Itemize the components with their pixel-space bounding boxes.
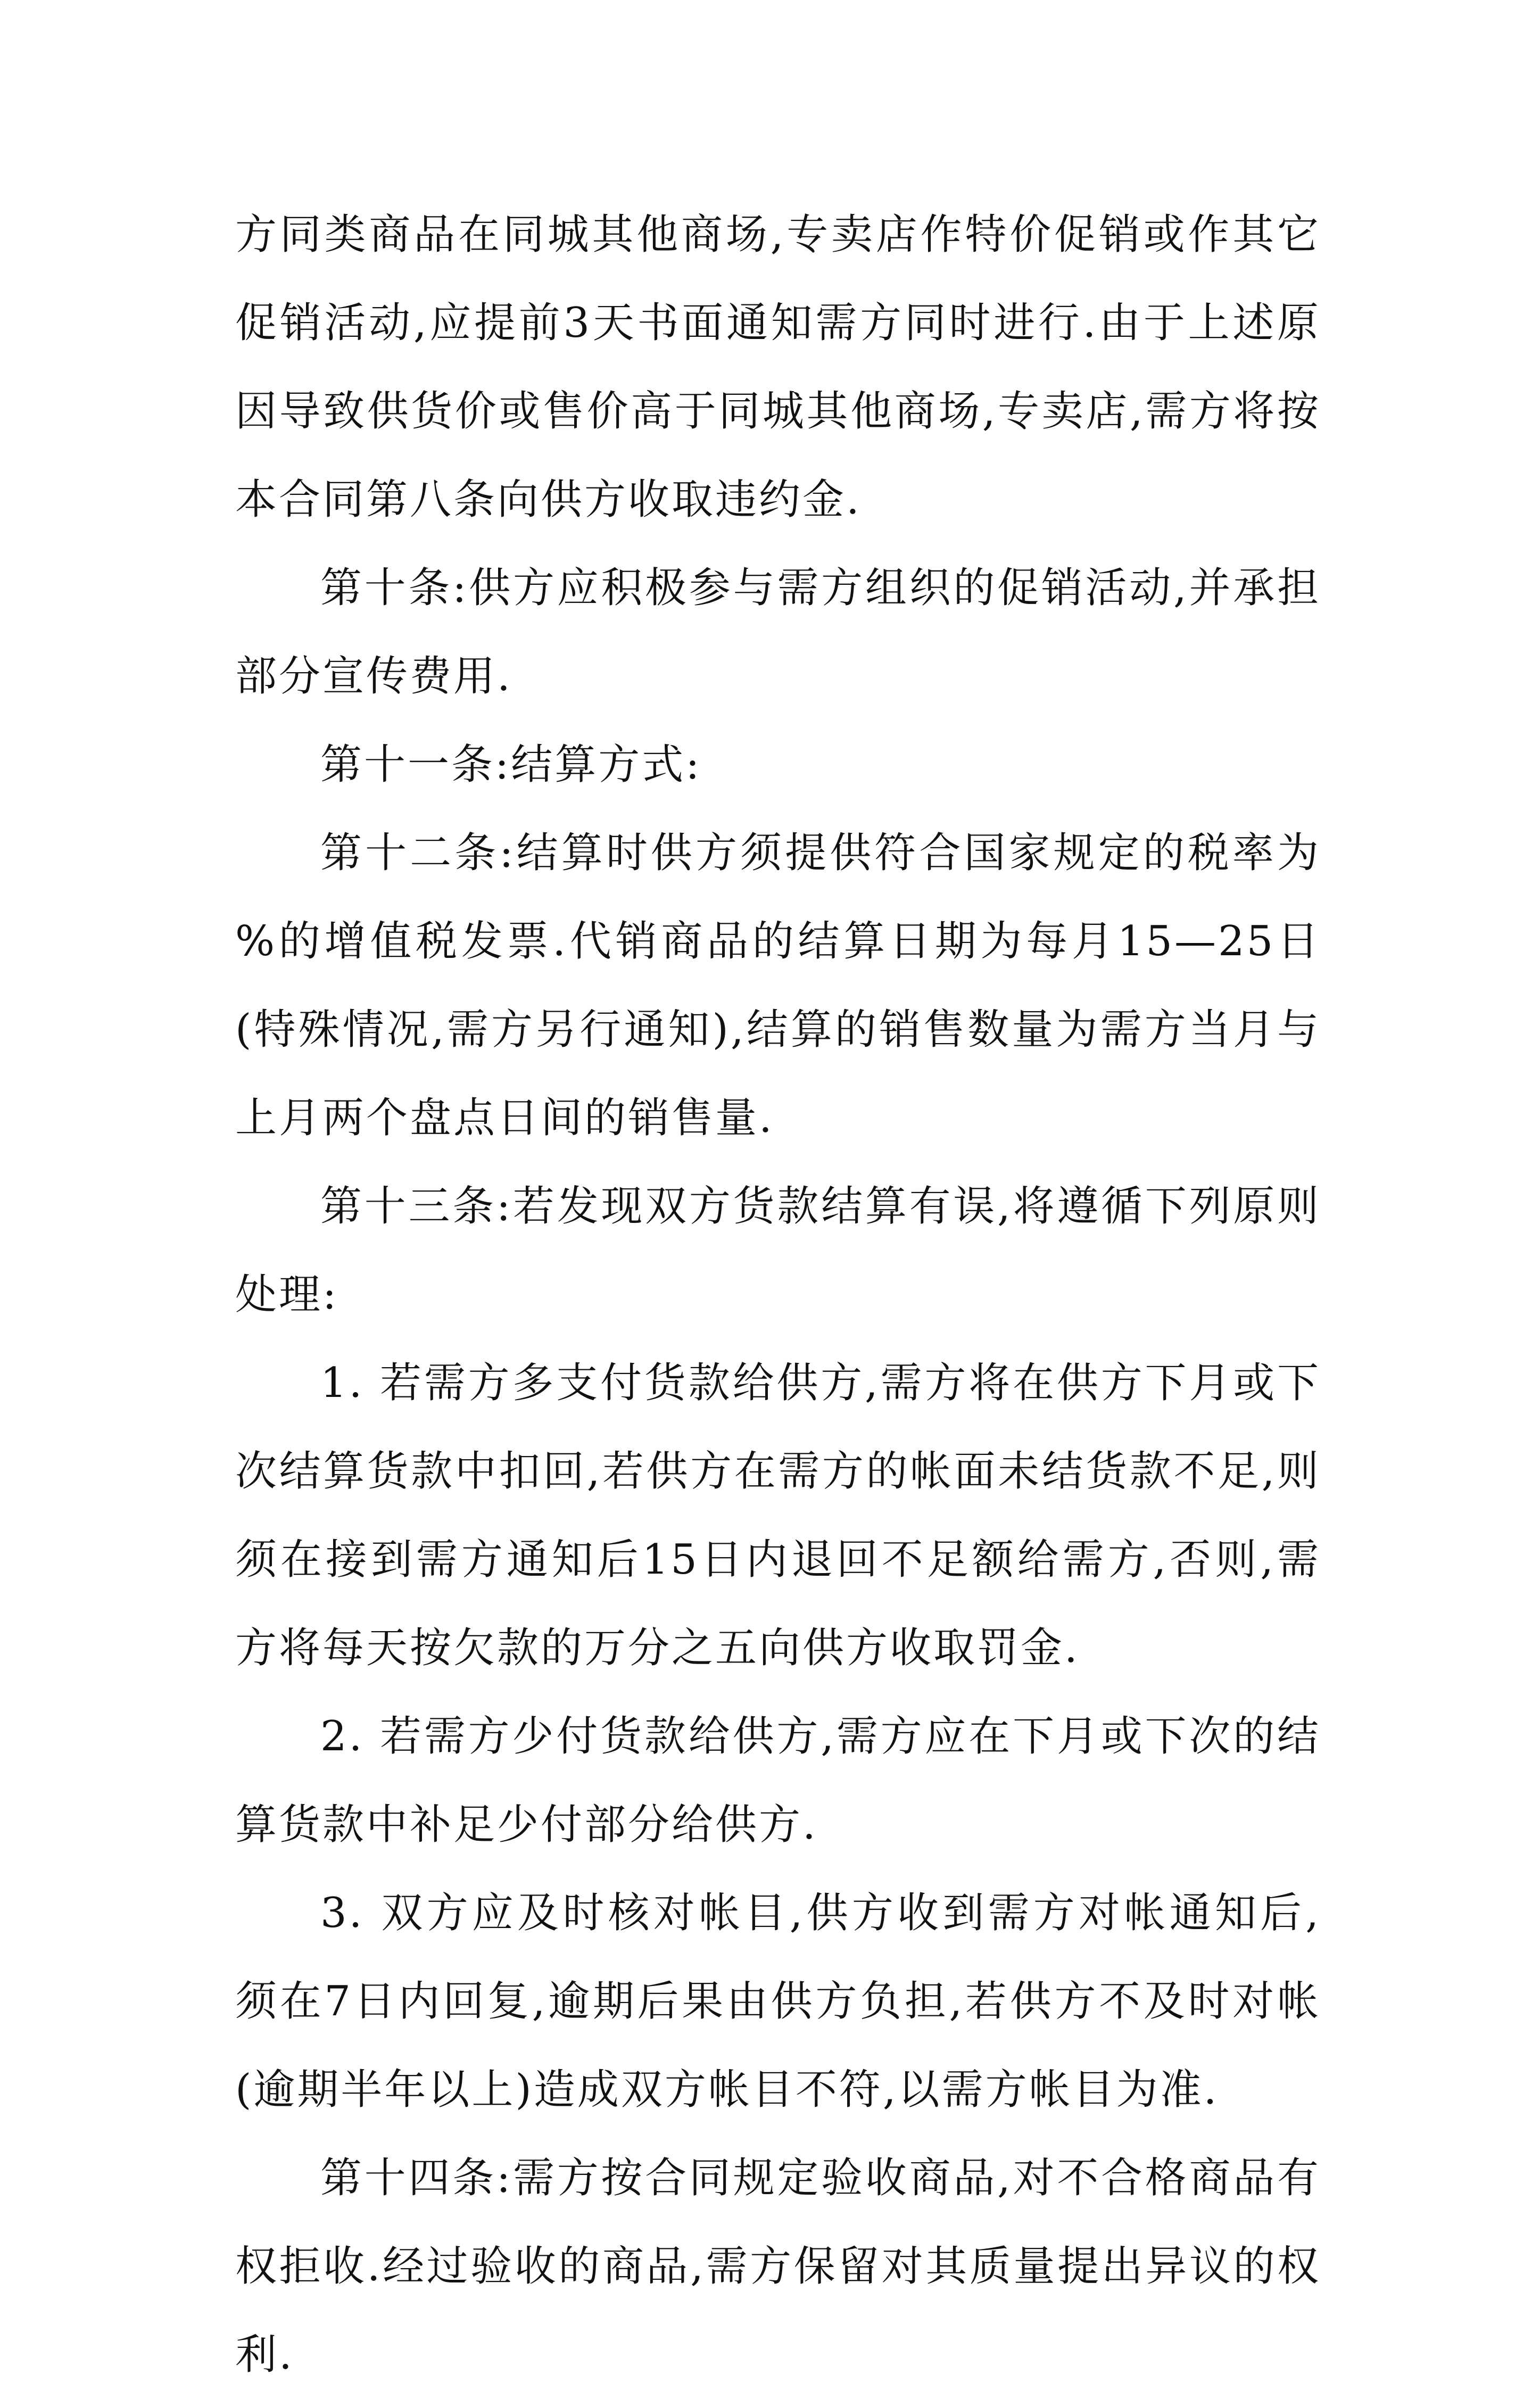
paragraph-article-13: 第十三条:若发现双方货款结算有误,将遵循下列原则处理: [235,1182,1321,1319]
contract-text-body [235,191,1321,2399]
paragraph-item-3: 3. 双方应及时核对帐目,供方收到需方对帐通知后,须在7日内回复,逾期后果由供方负担,若供方不及时对帐(逾期半年以上)造成双方帐目不符,以需方帐目为准. [235,1889,1321,2114]
paragraph-item-1: 1. 若需方多支付货款给供方,需方将在供方下月或下次结算货款中扣回,若供方在需方的帐面未结货款不足,则须在接到需方通知后15日内退回不足额给需方,否则,需方将每天按欠款的万分之五向供方收取罚金. [235,1359,1321,1672]
paragraph-item-2: 2. 若需方少付货款给供方,需方应在下月或下次的结算货款中补足少付部分给供方. [235,1713,1321,1849]
paragraph-article-11: 第十一条:结算方式: [320,741,702,789]
paragraph-article-12: 第十二条:结算时供方须提供符合国家规定的税率为 %的增值税发票.代销商品的结算日期为每月15—25日(特殊情况,需方另行通知),结算的销售数量为需方当月与上月两个盘点日间的销售量. [235,829,1321,1142]
paragraph-continuation: 方同类商品在同城其他商场,专卖店作特价促销或作其它促销活动,应提前3天书面通知需方同时进行.由于上述原因导致供货价或售价高于同城其他商场,专卖店,需方将按本合同第八条向供方收取违约金. [235,211,1321,524]
paragraph-article-10: 第十条:供方应积极参与需方组织的促销活动,并承担部分宣传费用. [235,564,1321,700]
paragraph-article-14: 第十四条:需方按合同规定验收商品,对不合格商品有权拒收.经过验收的商品,需方保留对其质量提出异议的权利. [235,2154,1321,2379]
